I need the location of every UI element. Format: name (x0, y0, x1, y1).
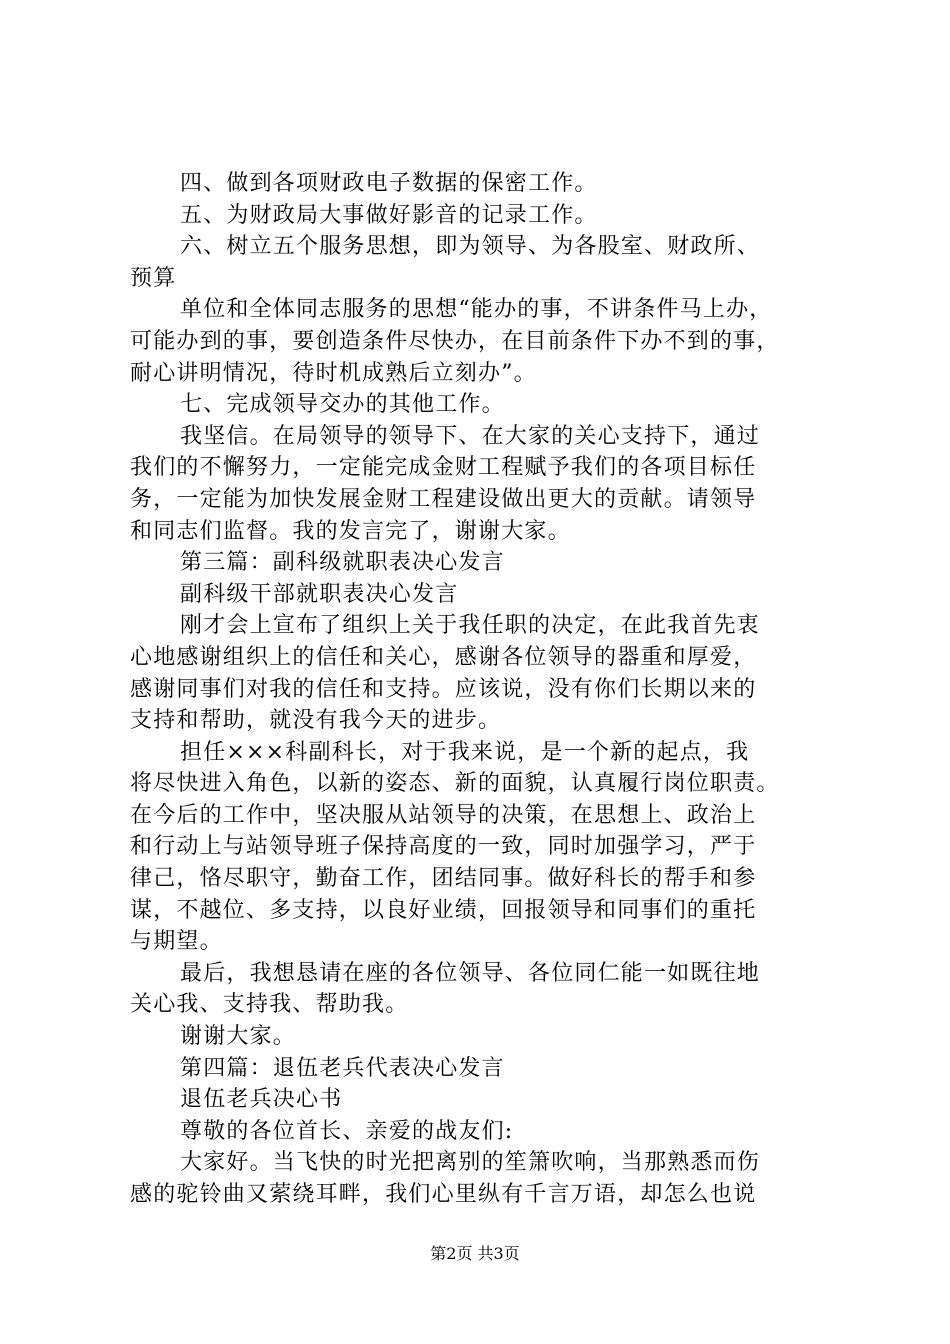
text-line: 刚才会上宣布了组织上关于我任职的决定，在此我首先衷 (180, 613, 761, 639)
text-line: 关心我、支持我、帮助我。 (130, 992, 409, 1018)
text-line: 我坚信。在局领导的领导下、在大家的关心支持下，通过 (180, 423, 761, 449)
text-line: 尊敬的各位首长、亲爱的战友们: (180, 1118, 514, 1144)
paragraph (130, 1084, 830, 1116)
paragraph (130, 737, 830, 958)
paragraph (130, 421, 830, 547)
text-line: 谋，不越位、多支持，以良好业绩，回报领导和同事们的重托 (130, 897, 757, 923)
text-line: 七、完成领导交办的其他工作。 (180, 392, 505, 418)
text-line: 与期望。 (130, 929, 223, 955)
text-line: 六、树立五个服务思想，即为领导、为各股室、财政所、 (180, 234, 761, 260)
paragraph (130, 579, 830, 611)
text-line: 副科级干部就职表决心发言 (180, 581, 459, 607)
text-line: 支持和帮助，就没有我今天的进步。 (130, 708, 502, 734)
paragraph (130, 1116, 830, 1148)
text-line: 感谢同事们对我的信任和支持。应该说，没有你们长期以来的 (130, 676, 757, 702)
paragraph (130, 168, 830, 200)
paragraph (130, 547, 830, 579)
text-line: 我们的不懈努力，一定能完成金财工程赋予我们的各项目标任 (130, 455, 757, 481)
text-line: 第三篇：副科级就职表决心发言 (180, 550, 505, 576)
text-line: 感的驼铃曲又萦绕耳畔，我们心里纵有千言万语，却怎么也说 (130, 1182, 757, 1207)
text-line: 律己，恪尽职守，勤奋工作，团结同事。做好科长的帮手和参 (130, 866, 757, 892)
paragraph (130, 200, 830, 232)
text-line: 单位和全体同志服务的思想“能办的事，不讲条件马上办， (180, 297, 773, 323)
text-line: 耐心讲明情况，待时机成熟后立刻办”。 (130, 360, 537, 386)
paragraph (130, 958, 830, 1021)
paragraph (130, 294, 830, 389)
paragraph (130, 1053, 830, 1085)
text-line: 五、为财政局大事做好影音的记录工作。 (180, 202, 598, 228)
text-line: 谢谢大家。 (180, 1024, 297, 1050)
text-line: 退伍老兵决心书 (180, 1087, 343, 1113)
text-line: 心地感谢组织上的信任和关心，感谢各位领导的器重和厚爱， (130, 644, 757, 670)
text-line: 务，一定能为加快发展金财工程建设做出更大的贡献。请领导 (130, 486, 757, 512)
paragraph (130, 389, 830, 421)
page-footer: 第2页 共3页 (430, 1244, 520, 1263)
text-line: 担任×××科副科长，对于我来说，是一个新的起点，我 (180, 739, 750, 765)
text-line: 将尽快进入角色，以新的姿态、新的面貌，认真履行岗位职责。 (130, 771, 780, 797)
text-line: 可能办到的事，要创造条件尽快办，在目前条件下办不到的事， (130, 328, 780, 354)
text-line: 最后，我想恳请在座的各位领导、各位同仁能一如既往地 (180, 960, 761, 986)
paragraph (130, 1021, 830, 1053)
document-body (130, 168, 830, 1211)
text-line: 第四篇：退伍老兵代表决心发言 (180, 1055, 505, 1081)
text-line: 和同志们监督。我的发言完了，谢谢大家。 (130, 518, 571, 544)
text-line: 大家好。当飞快的时光把离别的笙箫吹响，当那熟悉而伤 (180, 1150, 761, 1176)
paragraph (130, 231, 830, 294)
text-line: 在今后的工作中，坚决服从站领导的决策，在思想上、政治上 (130, 802, 757, 828)
text-line: 和行动上与站领导班子保持高度的一致，同时加强学习，严于 (130, 834, 757, 860)
text-line: 四、做到各项财政电子数据的保密工作。 (180, 171, 598, 196)
paragraph (130, 1147, 830, 1210)
paragraph (130, 610, 830, 736)
text-line: 预算 (130, 265, 177, 291)
